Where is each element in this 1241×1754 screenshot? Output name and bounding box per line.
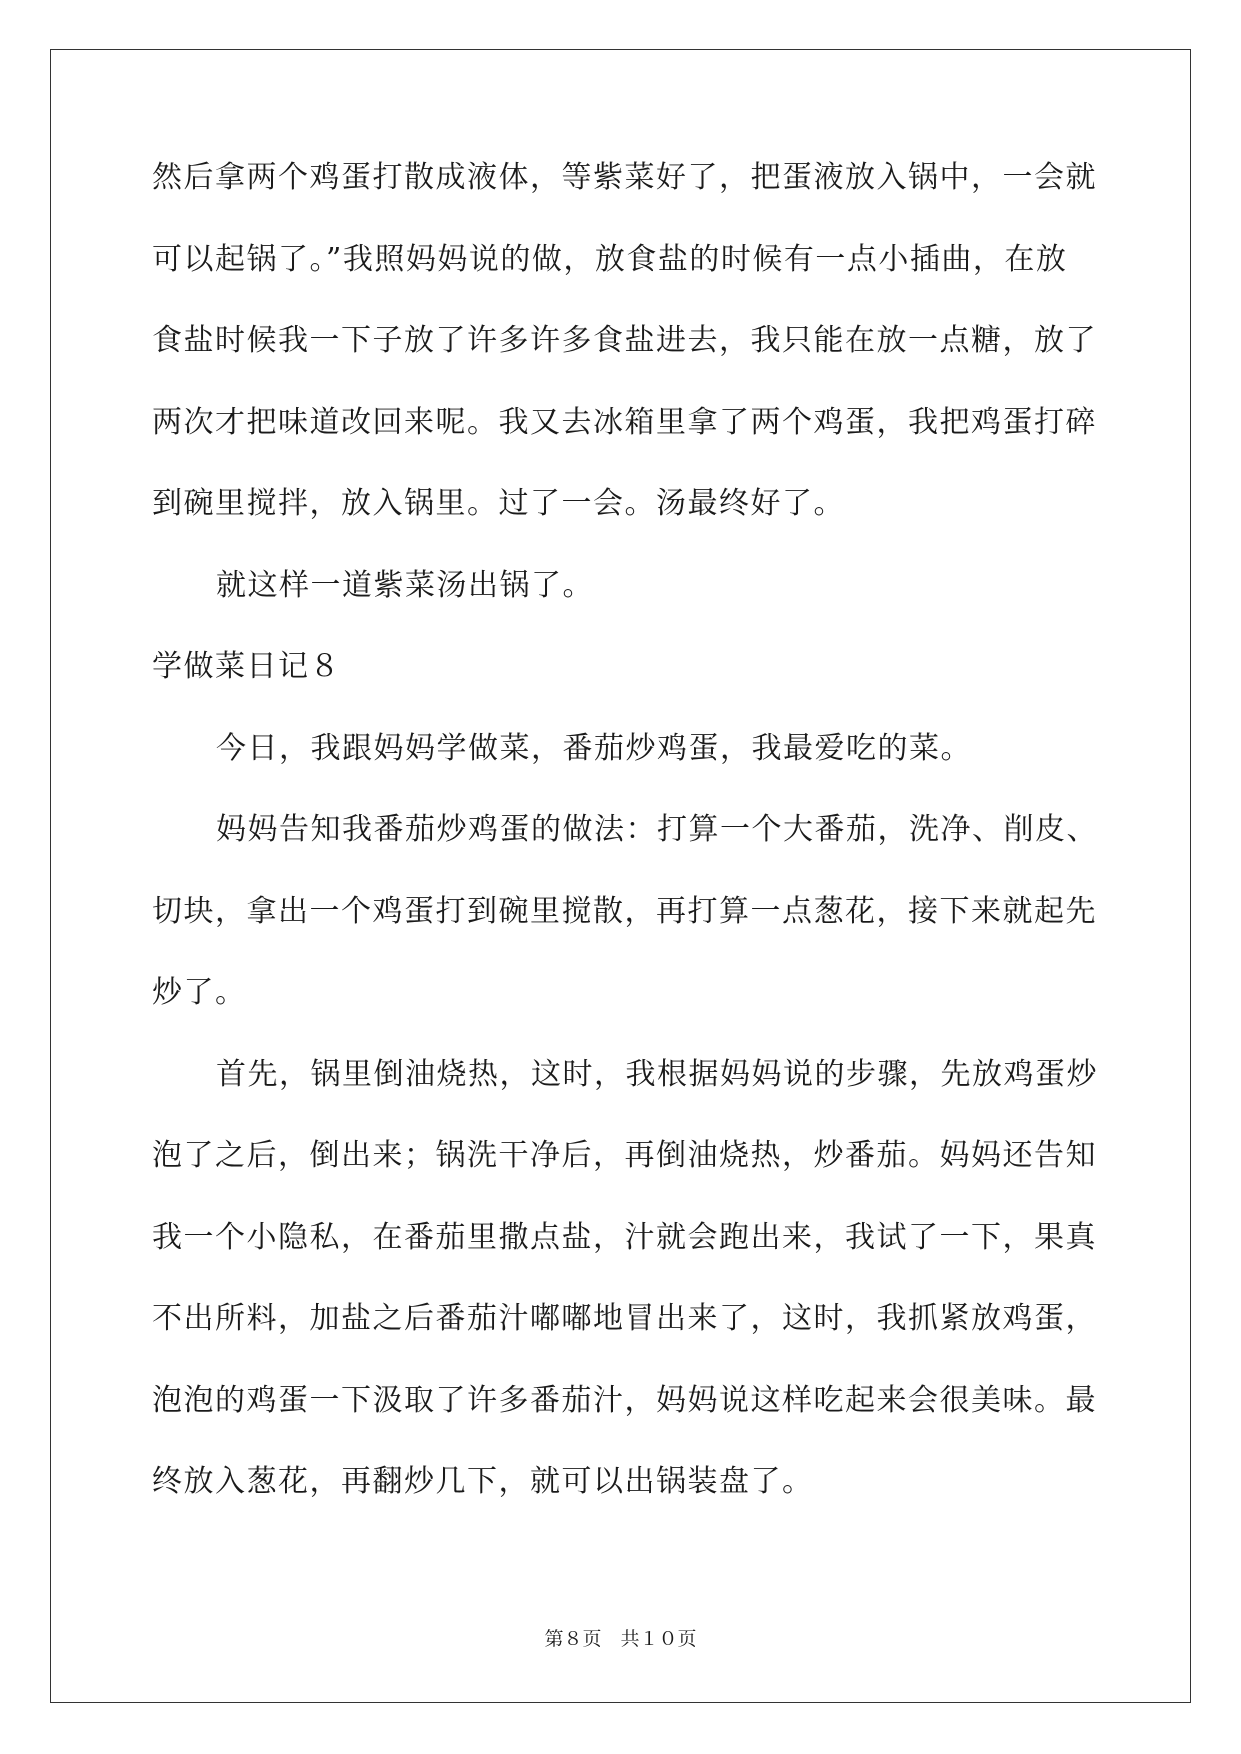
document-body (152, 158, 1098, 1544)
text-line-4: 两次才把味道改回来呢。我又去冰箱里拿了两个鸡蛋，我把鸡蛋打碎 (152, 404, 1097, 440)
text-line-13: 泡了之后，倒出来；锅洗干净后，再倒油烧热，炒番茄。妈妈还告知 (152, 1138, 1097, 1173)
text-line-8: 今日，我跟妈妈学做菜，番茄炒鸡蛋，我最爱吃的菜。 (216, 730, 972, 766)
text-line-5: 到碗里搅拌，放入锅里。过了一会。汤最终好了。 (152, 486, 845, 521)
text-line-3: 食盐时候我一下子放了许多许多食盐进去，我只能在放一点糖，放了 (152, 323, 1097, 358)
text-line-16: 泡泡的鸡蛋一下汲取了许多番茄汁，妈妈说这样吃起来会很美味。最 (152, 1382, 1097, 1418)
text-line-6: 就这样一道紫菜汤出锅了。 (216, 567, 594, 603)
text-line-17: 终放入葱花，再翻炒几下，就可以出锅装盘了。 (152, 1464, 814, 1499)
text-line-9: 妈妈告知我番茄炒鸡蛋的做法：打算一个大番茄，洗净、削皮、 (216, 812, 1098, 847)
section-heading: 学做菜日记８ (152, 649, 341, 684)
text-line-14: 我一个小隐私，在番茄里撒点盐，汁就会跑出来，我试了一下，果真 (152, 1219, 1097, 1255)
text-line-1: 然后拿两个鸡蛋打散成液体，等紫菜好了，把蛋液放入锅中，一会就 (152, 160, 1097, 195)
text-line-2: 可以起锅了。”我照妈妈说的做，放食盐的时候有一点小插曲，在放 (152, 241, 1068, 277)
page-number-footer: 第８页 共１０页 (544, 1628, 697, 1650)
text-line-12: 首先，锅里倒油烧热，这时，我根据妈妈说的步骤，先放鸡蛋炒 (216, 1056, 1098, 1092)
text-line-15: 不出所料，加盐之后番茄汁嘟嘟地冒出来了，这时，我抓紧放鸡蛋， (152, 1301, 1097, 1336)
text-line-11: 炒了。 (152, 975, 247, 1010)
text-line-10: 切块，拿出一个鸡蛋打到碗里搅散，再打算一点葱花，接下来就起先 (152, 893, 1097, 929)
